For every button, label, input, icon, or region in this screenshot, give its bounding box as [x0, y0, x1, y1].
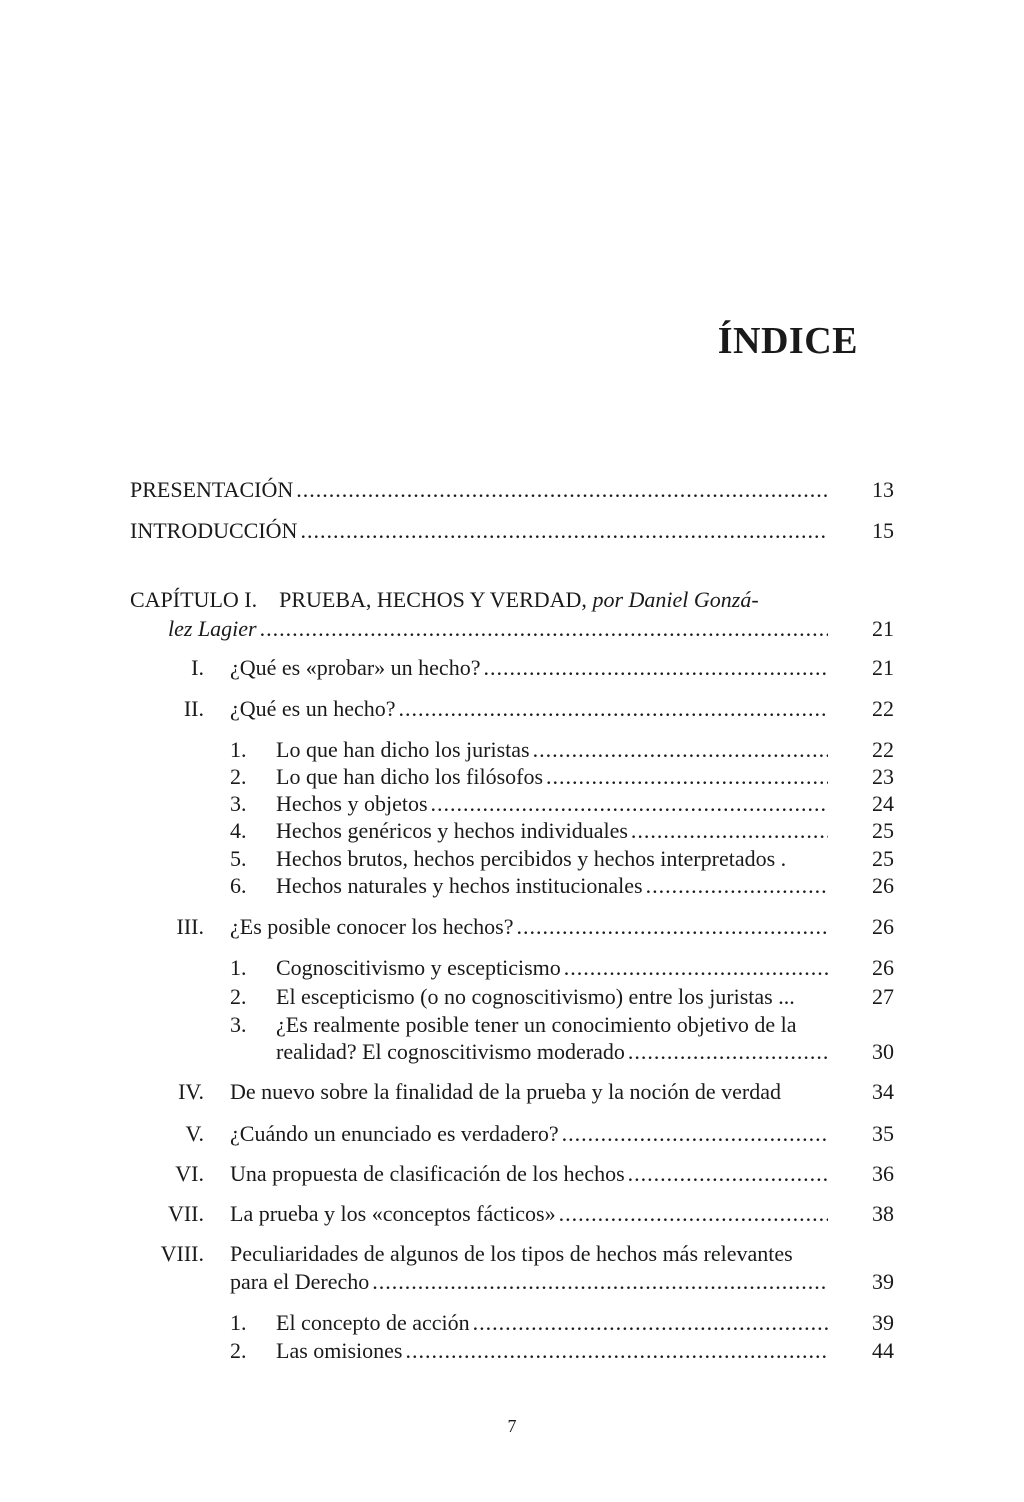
toc-entry-subsection[interactable]: [0, 817, 1024, 844]
dot-leader: [516, 913, 828, 940]
section-number: I.: [191, 655, 204, 680]
subsection-number: 3.: [230, 791, 247, 816]
toc-entry-section-i[interactable]: [0, 654, 1024, 681]
toc-entry-section-iii[interactable]: [0, 913, 1024, 940]
section-number: VIII.: [160, 1241, 204, 1266]
page-number: 38: [872, 1201, 894, 1226]
entry-title: ¿Es posible conocer los hechos?: [230, 914, 514, 939]
dot-leader: [562, 1120, 828, 1147]
dot-leader: [628, 1038, 828, 1065]
page-number: 39: [872, 1269, 894, 1294]
entry-title: Las omisiones: [276, 1338, 403, 1363]
dot-leader: [631, 817, 828, 844]
chapter-heading: CAPÍTULO I. PRUEBA, HECHOS Y VERDAD,: [130, 587, 593, 612]
entry-title: Cognoscitivismo y escepticismo: [276, 955, 561, 980]
toc-entry-subsection[interactable]: [0, 1309, 1024, 1336]
dot-leader: [399, 695, 828, 722]
page-number: 25: [872, 846, 894, 871]
dot-leader: [296, 476, 828, 503]
toc-entry-section-vi[interactable]: [0, 1160, 1024, 1187]
page-number: 44: [872, 1338, 894, 1363]
entry-title: Hechos naturales y hechos institucionales: [276, 873, 643, 898]
entry-title: Una propuesta de clasificación de los hechos: [230, 1161, 625, 1186]
section-number: VI.: [175, 1161, 204, 1186]
entry-title: ¿Qué es un hecho?: [230, 696, 396, 721]
subsection-number: 2.: [230, 1338, 247, 1363]
page-number: 22: [872, 737, 894, 762]
page-number: 15: [872, 518, 894, 543]
toc-entry-section-vii[interactable]: [0, 1200, 1024, 1227]
dot-leader: [483, 654, 828, 681]
page-number: 26: [872, 955, 894, 980]
section-number: II.: [183, 696, 204, 721]
dot-leader: [300, 517, 828, 544]
subsection-number: 6.: [230, 873, 247, 898]
page-number: 30: [872, 1039, 894, 1064]
page-number: 36: [872, 1161, 894, 1186]
toc-entry-section-iv[interactable]: [0, 1078, 1024, 1105]
page-title: ÍNDICE: [717, 320, 858, 362]
entry-title: De nuevo sobre la finalidad de la prueba y la noción de verdad: [230, 1079, 782, 1104]
page-number: 23: [872, 764, 894, 789]
dot-leader: [559, 1200, 828, 1227]
page-number: 24: [872, 791, 894, 816]
toc-entry-introduccion[interactable]: [0, 517, 1024, 544]
toc-entry-presentacion[interactable]: [0, 476, 1024, 503]
entry-title-continued: para el Derecho: [230, 1269, 370, 1294]
page-number: 21: [872, 616, 894, 641]
section-number: V.: [185, 1121, 204, 1146]
entry-title: Lo que han dicho los juristas: [276, 737, 530, 762]
dot-leader: [646, 872, 828, 899]
toc-entry-subsection[interactable]: [0, 983, 1024, 1010]
page-number: 25: [872, 818, 894, 843]
page-number: 21: [872, 655, 894, 680]
subsection-number: 2.: [230, 984, 247, 1009]
toc-entry-subsection[interactable]: [0, 954, 1024, 981]
subsection-number: 1.: [230, 1310, 247, 1335]
subsection-number: 4.: [230, 818, 247, 843]
section-number: IV.: [178, 1079, 204, 1104]
toc-entry-subsection[interactable]: [0, 736, 1024, 763]
subsection-number: 1.: [230, 737, 247, 762]
toc-entry-section-viii[interactable]: [0, 1240, 1024, 1294]
page-number: 26: [872, 873, 894, 898]
toc-entry-subsection[interactable]: [0, 1337, 1024, 1364]
subsection-number: 1.: [230, 955, 247, 980]
entry-title: Lo que han dicho los filósofos: [276, 764, 544, 789]
dot-leader: [406, 1337, 829, 1364]
section-number: VII.: [167, 1201, 204, 1226]
toc-entry-subsection[interactable]: [0, 1011, 1024, 1065]
dot-leader: [260, 615, 828, 642]
dot-leader: [564, 954, 828, 981]
page-number: 34: [872, 1079, 894, 1104]
toc-entry-subsection[interactable]: [0, 845, 1024, 872]
page-number: 27: [872, 984, 894, 1009]
subsection-number: 3.: [230, 1012, 247, 1037]
toc-entry-subsection[interactable]: [0, 790, 1024, 817]
dot-leader: [533, 736, 828, 763]
section-number: III.: [176, 914, 204, 939]
entry-title-continued: realidad? El cognoscitivismo moderado: [276, 1039, 625, 1064]
toc-entry-subsection[interactable]: [0, 763, 1024, 790]
entry-title: ¿Cuándo un enunciado es verdadero?: [230, 1121, 559, 1146]
entry-title: El escepticismo (o no cognoscitivismo) entre los juristas ...: [276, 984, 795, 1009]
dot-leader: [473, 1309, 828, 1336]
chapter-author: por Daniel Gonzá-: [592, 587, 759, 612]
dot-leader: [431, 790, 828, 817]
entry-title: Hechos y objetos: [276, 791, 428, 816]
dot-leader: [546, 763, 828, 790]
entry-title: ¿Qué es «probar» un hecho?: [230, 655, 481, 680]
toc-entry-section-ii[interactable]: [0, 695, 1024, 722]
entry-title: ¿Es realmente posible tener un conocimiento objetivo de la: [276, 1012, 797, 1037]
page-number: 35: [872, 1121, 894, 1146]
entry-title: Hechos genéricos y hechos individuales: [276, 818, 628, 843]
subsection-number: 2.: [230, 764, 247, 789]
subsection-number: 5.: [230, 846, 247, 871]
dot-leader: [628, 1160, 828, 1187]
entry-title: La prueba y los «conceptos fácticos»: [230, 1201, 556, 1226]
toc-entry-subsection[interactable]: [0, 872, 1024, 899]
folio-page-number: 7: [507, 1416, 517, 1436]
toc-entry-capitulo-1[interactable]: [0, 586, 1024, 642]
dot-leader: [372, 1268, 828, 1295]
page-number: 39: [872, 1310, 894, 1335]
entry-title: INTRODUCCIÓN: [130, 518, 298, 543]
page-number: 26: [872, 914, 894, 939]
page-number: 13: [872, 477, 894, 502]
entry-title: Peculiaridades de algunos de los tipos de hechos más relevantes: [230, 1241, 793, 1266]
entry-title: El concepto de acción: [276, 1310, 470, 1335]
toc-entry-section-v[interactable]: [0, 1120, 1024, 1147]
page-number: 22: [872, 696, 894, 721]
chapter-author-continued: lez Lagier: [168, 616, 257, 641]
entry-title: Hechos brutos, hechos percibidos y hechos interpretados .: [276, 846, 787, 871]
entry-title: PRESENTACIÓN: [130, 477, 294, 502]
